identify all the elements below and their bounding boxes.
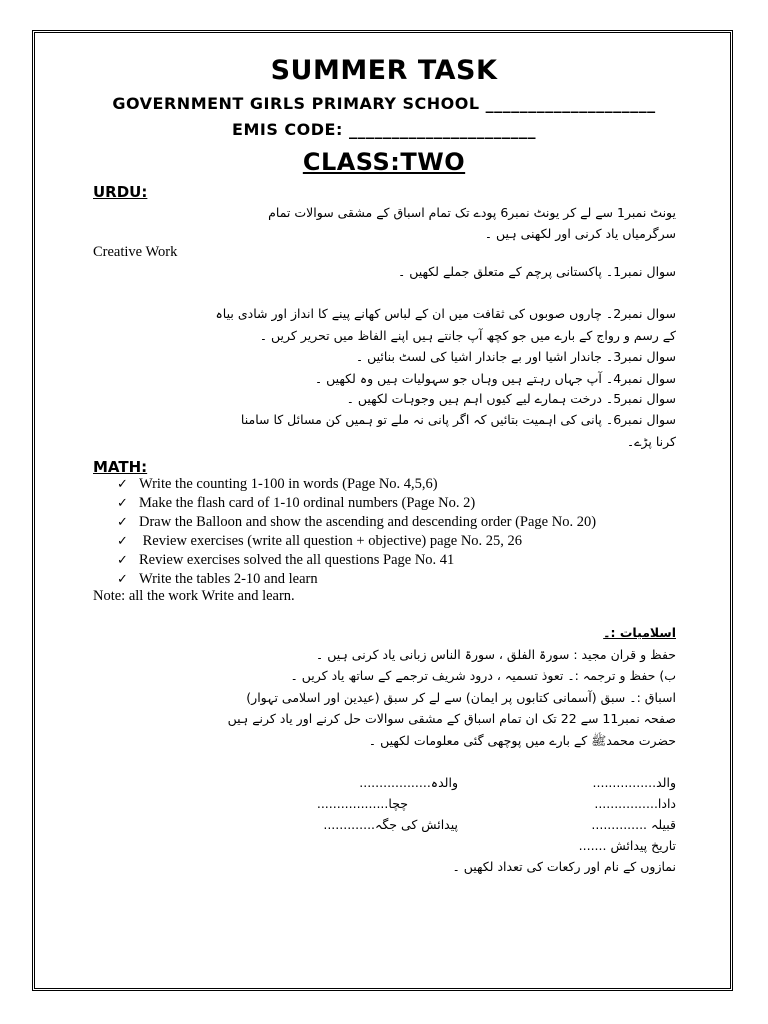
islamiat-line: نمازوں کے نام اور رکعات کی تعداد لکھیں ۔ (452, 859, 676, 874)
urdu-line: یونٹ نمبر1 سے لے کر یونٹ نمبر6 پودے تک تمام اسباق کے مشقی سوالات تمام (268, 205, 676, 220)
math-note: Note: all the work Write and learn. (93, 588, 295, 604)
emis-code: EMIS CODE: ______________________ (232, 120, 536, 139)
field-tribe: قبیلہ .............. (591, 817, 676, 832)
school-name: GOVERNMENT GIRLS PRIMARY SCHOOL ____________________ (112, 94, 656, 113)
islamiat-line: اسباق :۔ سبق (آسمانی کتابوں پر ایمان) سے لے کر سبق (عیدین اور اسلامی تہوار) (246, 690, 676, 705)
checkmark-icon: ✓ (117, 515, 128, 530)
list-item: ✓ Review exercises solved the all questions Page No. 41 (117, 552, 455, 568)
list-item: ✓ Write the counting 1-100 in words (Page No. 4,5,6) (117, 476, 438, 492)
list-item: ✓ Review exercises (write all question + objective) page No. 25, 26 (117, 533, 523, 549)
urdu-question: کرنا پڑے۔ (626, 434, 676, 449)
field-uncle: چچا.................. (316, 796, 408, 811)
urdu-question: سوال نمبر3۔ جاندار اشیا اور بے جاندار اشیا کی لسٹ بنائیں ۔ (355, 349, 676, 364)
creative-work-label: Creative Work (93, 244, 178, 260)
checkmark-icon: ✓ (117, 477, 128, 492)
field-birthplace: پیدائش کی جگہ............. (323, 817, 458, 832)
urdu-question: کے رسم و رواج کے بارے میں جو کچھ آپ جانتے ہیں اپنے الفاظ میں تحریر کریں ۔ (259, 328, 676, 343)
field-mother: والدہ.................. (359, 775, 458, 790)
checkmark-icon: ✓ (117, 534, 128, 549)
checkmark-icon: ✓ (117, 572, 128, 587)
urdu-question: سوال نمبر5۔ درخت ہمارے لیے کیوں اہم ہیں وجوہات لکھیں ۔ (346, 391, 676, 406)
islamiat-heading: اسلامیات :۔ (603, 625, 676, 640)
urdu-heading: URDU: (93, 183, 148, 201)
islamiat-line: حفظ و قران مجید : سورۃ الفلق ، سورۃ الناس زبانی یاد کرنی ہیں ۔ (315, 647, 676, 662)
math-heading: MATH: (93, 458, 148, 476)
field-grandfather: دادا................ (594, 796, 676, 811)
list-item: ✓ Write the tables 2-10 and learn (117, 571, 318, 587)
urdu-question: سوال نمبر2۔ چاروں صوبوں کی ثقافت میں ان کے لباس کھانے پینے کا انداز اور شادی بیاہ (215, 306, 676, 321)
urdu-line: سرگرمیاں یاد کرنی اور لکھنی ہیں ۔ (484, 226, 676, 241)
checkmark-icon: ✓ (117, 553, 128, 568)
list-item: ✓ Make the flash card of 1-10 ordinal numbers (Page No. 2) (117, 495, 476, 511)
urdu-question: سوال نمبر6۔ پانی کی اہمیت بتائیں کہ اگر پانی نہ ملے تو ہمیں کن مسائل کا سامنا (240, 412, 676, 427)
field-father: والد................ (592, 775, 676, 790)
list-item: ✓ Draw the Balloon and show the ascending and descending order (Page No. 20) (117, 514, 597, 530)
urdu-question: سوال نمبر1۔ پاکستانی پرچم کے متعلق جملے لکھیں ۔ (397, 264, 676, 279)
urdu-question: سوال نمبر4۔ آپ جہاں رہتے ہیں وہاں جو سہولیات ہیں وہ لکھیں ۔ (314, 371, 676, 386)
islamiat-line: صفحہ نمبر11 سے 22 تک ان تمام اسباق کے مشقی سوالات حل کرنے اور یاد کرنے ہیں (227, 711, 676, 726)
islamiat-line: حضرت محمدﷺ کے بارے میں پوچھی گئی معلومات لکھیں ۔ (368, 733, 676, 748)
class-label: CLASS:TWO (302, 148, 466, 176)
math-task-list (117, 475, 596, 589)
checkmark-icon: ✓ (117, 496, 128, 511)
page-title: SUMMER TASK (270, 55, 498, 86)
islamiat-line: ب) حفظ و ترجمہ :۔ تعوذ تسمیہ ، درود شریف ترجمے کے ساتھ یاد کریں ۔ (290, 668, 676, 683)
field-birthdate: تاریخ پیدائش ....... (578, 838, 676, 853)
